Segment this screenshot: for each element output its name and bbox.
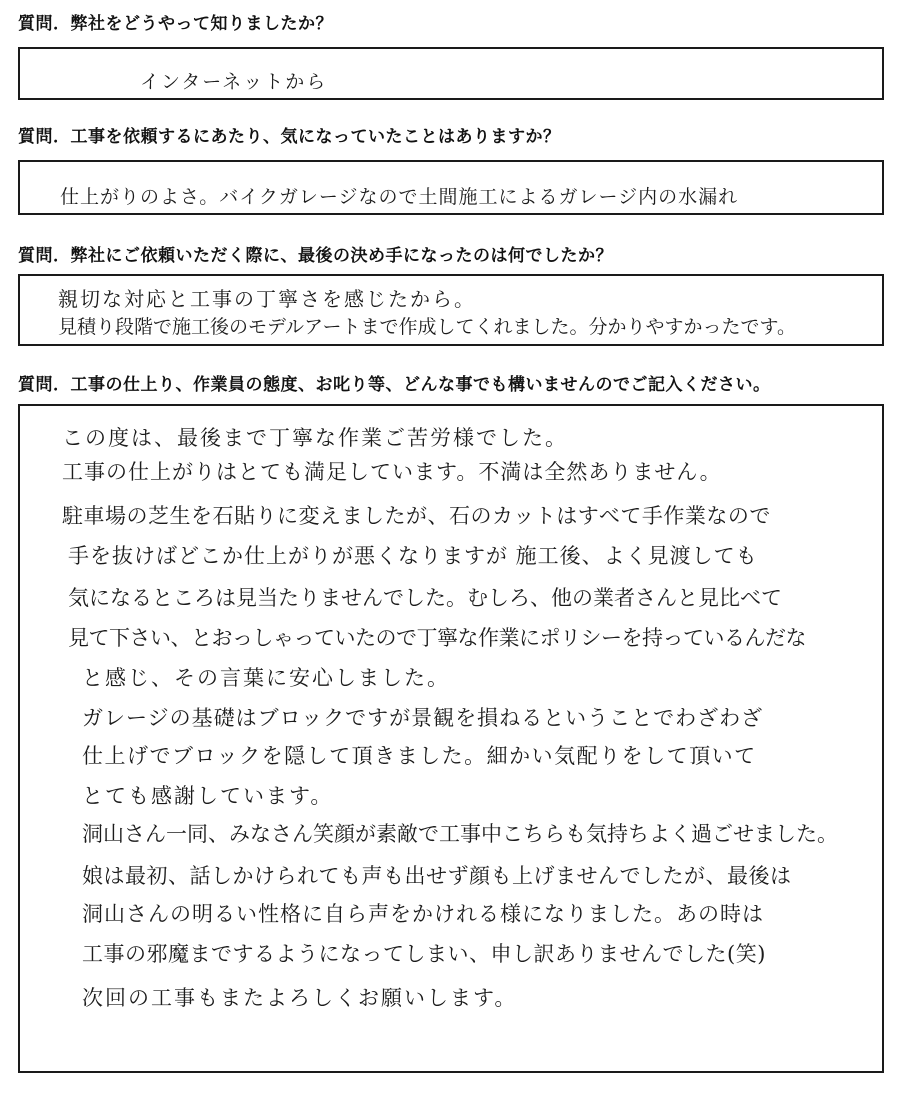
- answer-4-line-12: 娘は最初、話しかけられても声も出せず顔も上げませんでしたが、最後は: [82, 864, 792, 888]
- answer-4-line-9: 仕上げでブロックを隠して頂きました。細かい気配りをして頂いて: [82, 744, 757, 768]
- answer-4-line-15: 次回の工事もまたよろしくお願いします。: [82, 986, 518, 1010]
- answer-4-line-1: この度は、最後まで丁寧な作業ご苦労様でした。: [62, 426, 568, 450]
- answer-4-line-10: とても感謝しています。: [82, 784, 334, 808]
- answer-3-line-1: 親切な対応と工事の丁寧さを感じたから。: [58, 287, 476, 311]
- question-3-label: 質問．弊社にご依頼いただく際に、最後の決め手になったのは何でしたか？: [18, 246, 613, 266]
- answer-box-2[interactable]: [18, 160, 884, 215]
- answer-box-1[interactable]: [18, 47, 884, 100]
- answer-4-line-2: 工事の仕上がりはとても満足しています。不満は全然ありません。: [62, 460, 722, 484]
- answer-box-4[interactable]: [18, 404, 884, 1073]
- answer-4-line-4: 手を抜けばどこか仕上がりが悪くなりますが 施工後、よく見渡しても: [68, 544, 758, 568]
- answer-box-3[interactable]: [18, 274, 884, 346]
- answer-4-line-11: 洞山さん一同、みなさん笑顔が素敵で工事中こちらも気持ちよく過ごせました。: [82, 822, 838, 846]
- answer-3-line-2: 見積り段階で施工後のモデルアートまで作成してくれました。分かりやすかったです。: [58, 316, 796, 338]
- question-2-label: 質問．工事を依頼するにあたり、気になっていたことはありますか？: [18, 127, 561, 147]
- answer-4-line-7: と感じ、その言葉に安心しました。: [82, 666, 450, 690]
- answer-1-text: インターネットから: [140, 71, 328, 93]
- answer-4-line-3: 駐車場の芝生を石貼りに変えましたが、石のカットはすべて手作業なので: [62, 504, 771, 528]
- answer-2-text: 仕上がりのよさ。バイクガレージなので土間施工によるガレージ内の水漏れ: [60, 186, 739, 208]
- answer-4-line-5: 気になるところは見当たりませんでした。むしろ、他の業者さんと見比べて: [68, 586, 782, 610]
- answer-4-line-6: 見て下さい、とおっしゃっていたので丁寧な作業にポリシーを持っているんだな: [68, 626, 806, 650]
- question-1-label: 質問．弊社をどうやって知りましたか？: [18, 14, 333, 34]
- answer-4-line-13: 洞山さんの明るい性格に自ら声をかけれる様になりました。あの時は: [82, 902, 764, 926]
- question-4-label: 質問．工事の仕上り、作業員の態度、お叱り等、どんな事でも構いませんのでご記入ください。: [18, 375, 771, 395]
- answer-4-line-14: 工事の邪魔までするようになってしまい、申し訳ありませんでした(笑): [82, 942, 766, 966]
- answer-4-line-8: ガレージの基礎はブロックですが景観を損ねるということでわざわざ: [82, 706, 764, 730]
